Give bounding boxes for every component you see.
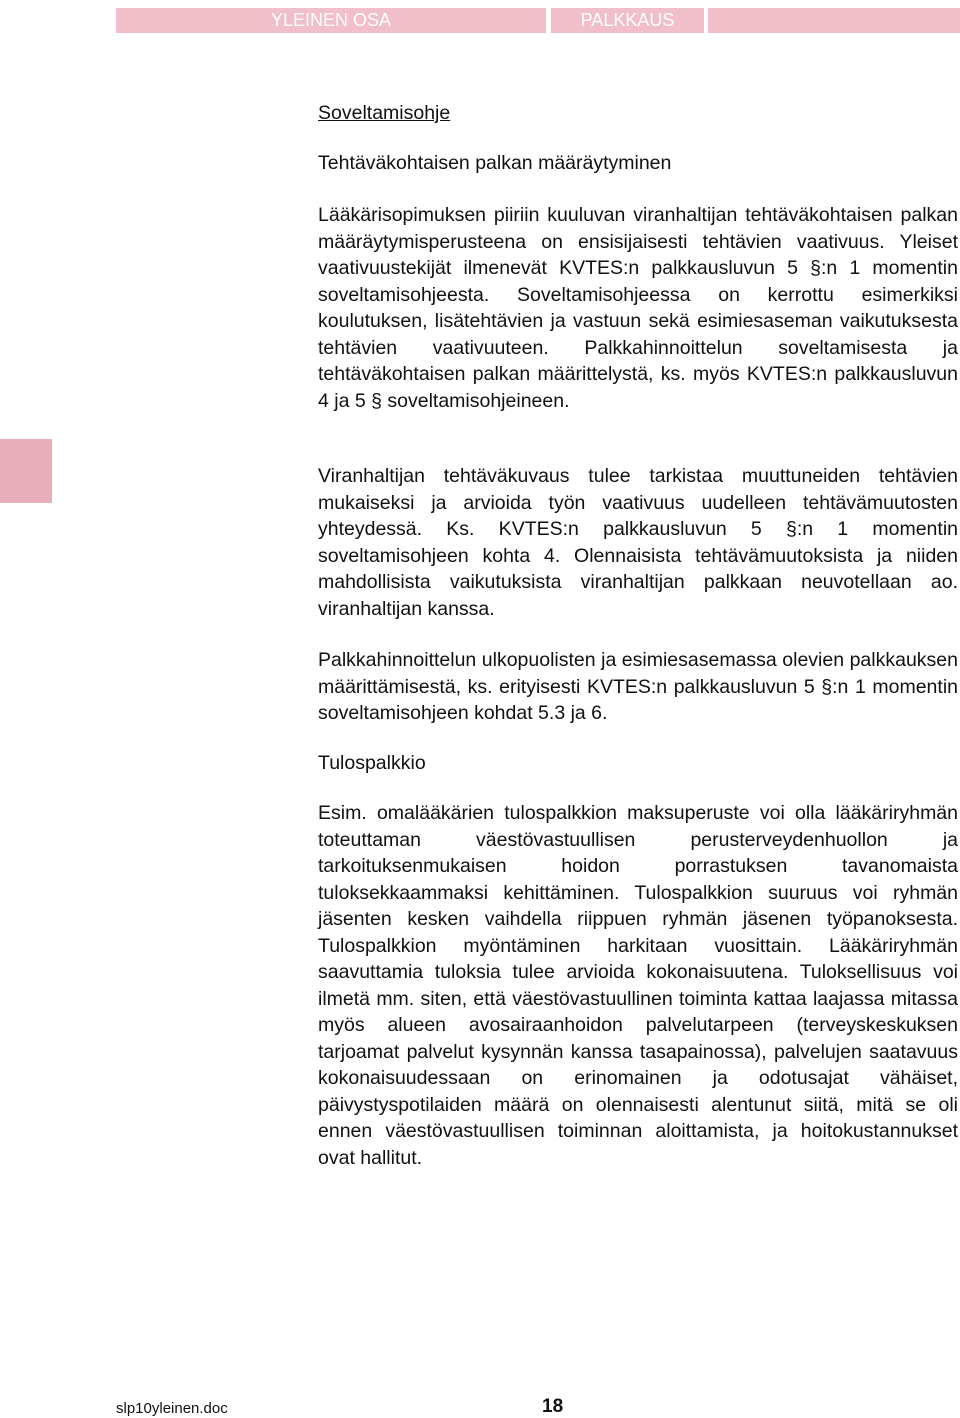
subheading-tehtavakohtainen: Tehtäväkohtaisen palkan määräytyminen xyxy=(318,152,672,174)
paragraph-2: Viranhaltijan tehtäväkuvaus tulee tarkistaa muuttuneiden tehtävien mukaiseksi ja arvioida työn vaativuus uudelleen tehtävämuutosten yhteydessä. Ks. KVTES:n palkkausluvun 5 §:n 1 momentin soveltamisohjeen kohta 4. Olennaisista tehtävämuutoksista ja niiden mahdollisista vaikutuksista viranhaltijan palkkaan neuvotellaan ao. viranhaltijan kanssa. xyxy=(318,465,958,620)
page-number: 18 xyxy=(542,1396,564,1417)
header-tab-palkkaus: PALKKAUS xyxy=(551,8,704,33)
section-heading: Soveltamisohje xyxy=(318,102,451,124)
paragraph-3: Palkkahinnoittelun ulkopuolisten ja esimiesasemassa olevien palkkauksen määrittämisestä, ks. erityisesti KVTES:n palkkausluvun 5 §:n 1 momentin soveltamisohjeen kohdat 5.3 ja 6. xyxy=(318,649,958,724)
document-footer xyxy=(116,1396,960,1418)
header-tab-yleinen-osa: YLEINEN OSA xyxy=(116,8,546,33)
paragraph-4: Esim. omalääkärien tulospalkkion maksuperuste voi olla lääkäriryhmän toteuttaman väestövastuullisen perusterveydenhuollon ja tarkoituksenmukaisen hoidon porrastuksen tavanomaista tuloksekkaammaksi kehittäminen. Tulospalkkion suuruus voi ryhmän jäsenten kesken vaihdella riippuen ryhmän jäsenen työpanoksesta. Tulospalkkion myöntäminen harkitaan vuosittain. Lääkäriryhmän saavuttamia tuloksia tulee arvioida kokonaisuutena. Tuloksellisuus voi ilmetä mm. siten, että väestövastuullinen toiminta kattaa laajassa mitassa myös alueen avosairaanhoidon palvelutarpeen (terveyskeskuksen tarjoamat palvelut kysynnän kanssa tasapainossa), palvelujen saatavuus kokonaisuudessaan on erinomainen ja odotusajat vähäiset, päivystyspotilaiden määrä on olennaisesti alentunut siitä, mitä se oli ennen väestövastuullisen toiminnan aloittamista, ja hoitokustannukset ovat hallitut. xyxy=(318,802,958,1169)
document-header xyxy=(116,8,960,33)
footer-filename: slp10yleinen.doc xyxy=(116,1400,228,1417)
paragraph-1: Lääkärisopimuksen piiriin kuuluvan viranhaltijan tehtäväkohtaisen palkan määräytymisperusteena on ensisijaisesti tehtävien vaativuus. Yleiset vaativuustekijät ilmenevät KVTES:n palkkausluvun 5 §:n 1 momentin soveltamisohjeesta. Soveltamisohjeessa on kerrottu esimerkiksi koulutuksen, lisätehtävien ja vastuun sekä esimiesaseman vaikutuksesta tehtävien vaativuuteen. Palkkahinnoittelun soveltamisesta ja tehtäväkohtaisen palkan määrittelystä, ks. myös KVTES:n palkkausluvun 4 ja 5 § soveltamisohjeineen. xyxy=(318,204,958,412)
header-bar-fill xyxy=(708,8,960,33)
section-side-marker xyxy=(0,439,52,503)
subheading-tulospalkkio: Tulospalkkio xyxy=(318,752,426,774)
